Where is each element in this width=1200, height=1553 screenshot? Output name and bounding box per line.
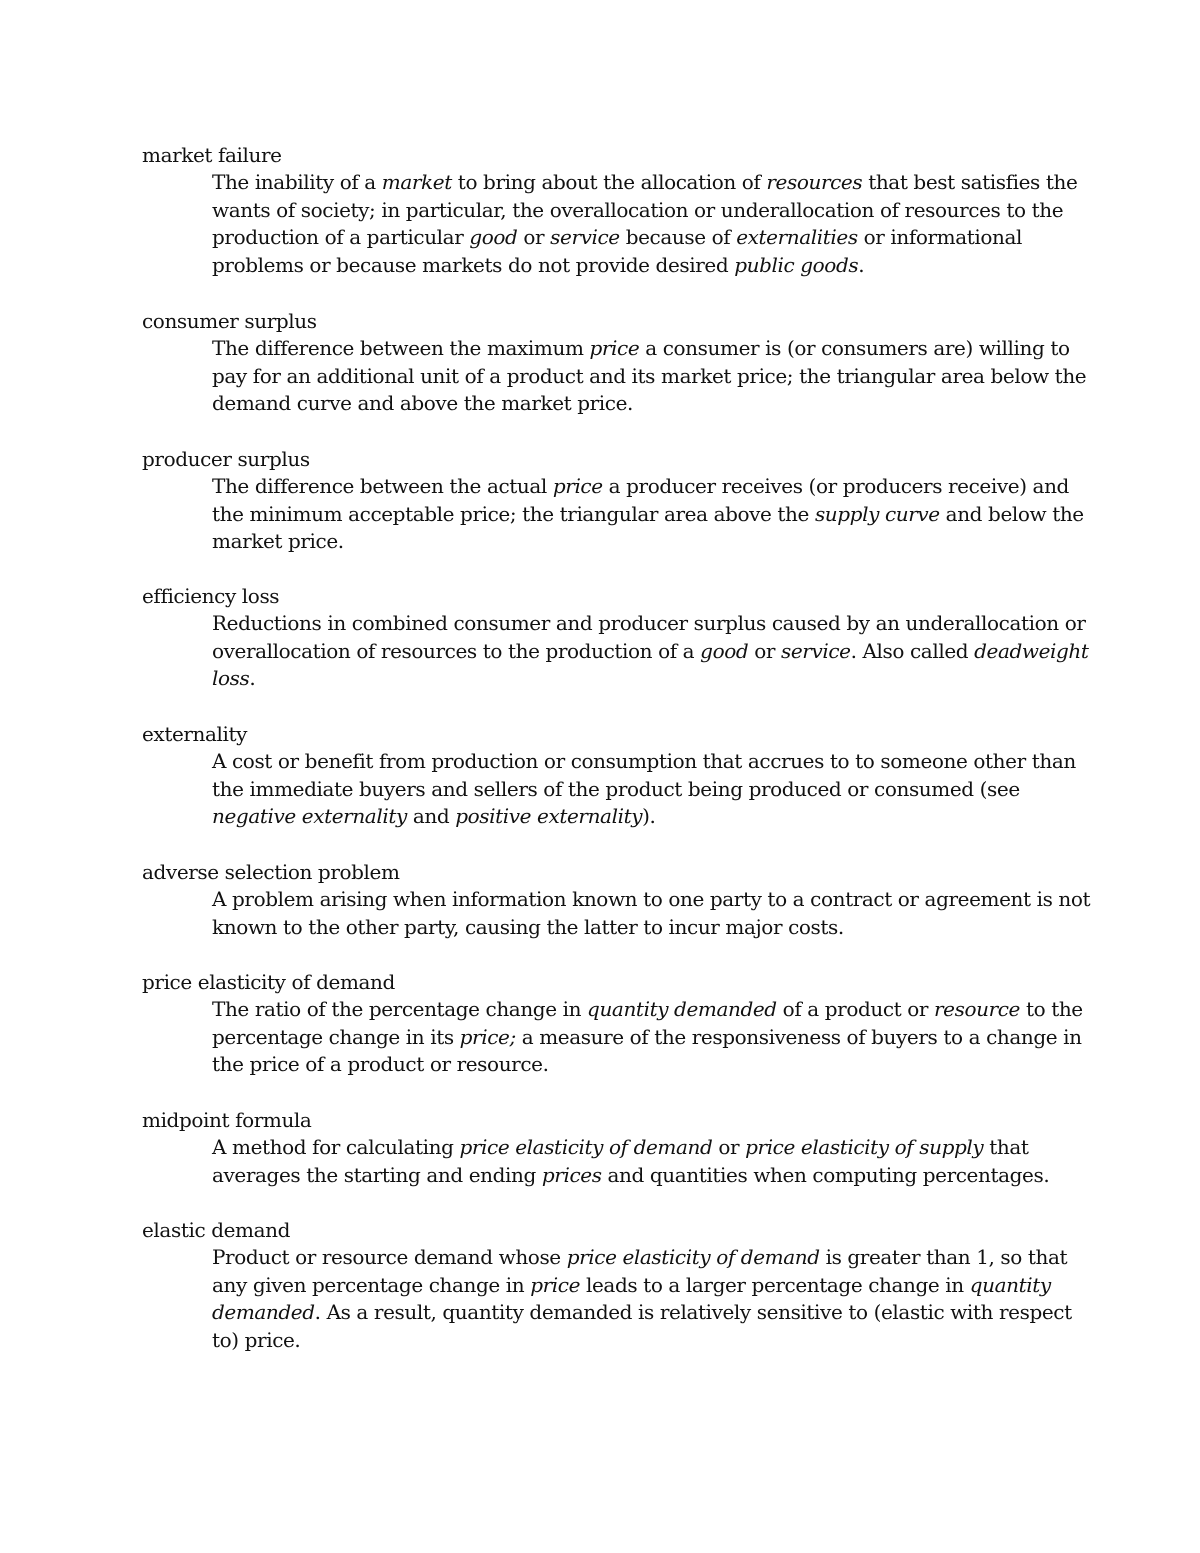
definition-text: A method for calculating [212, 1135, 460, 1159]
definition-text: The inability of a [212, 170, 382, 194]
italic-term-reference: price elasticity of demand [566, 1245, 820, 1269]
italic-term-reference: price [552, 474, 603, 498]
definition-text: leads to a larger percentage change in [580, 1272, 970, 1297]
definition-text: a consumer is (or consumers are) willing to pay for an additional unit of a product and its market price; the triangular area below the demand curve and above the market price. [212, 336, 1087, 415]
glossary-definition [212, 610, 1092, 693]
glossary-entry [142, 307, 1142, 418]
glossary-entry [142, 141, 1142, 279]
definition-text: The ratio of the percentage change in [212, 997, 588, 1021]
glossary-entry [142, 1216, 1142, 1354]
italic-term-reference: prices [541, 1162, 602, 1187]
definition-text: The difference between the maximum [212, 336, 590, 360]
glossary-definition [212, 169, 1092, 279]
definition-text: . [249, 666, 256, 690]
definition-text: A problem arising when information known to one party to a contract or agreement is not known to the other party, causing the latter to incur major costs. [212, 887, 1091, 939]
italic-term-reference: positive externality [455, 804, 643, 828]
glossary-definition [212, 748, 1092, 831]
definition-text: or [748, 638, 781, 663]
definition-text: a producer receives (or producers receive) and the minimum acceptable price; the triangular area above the [212, 474, 1069, 526]
glossary-term: adverse selection problem [142, 860, 400, 884]
italic-term-reference: quantity demanded [587, 997, 777, 1021]
definition-text: a measure of the responsiveness of buyers to a change in the price of a product or resource. [212, 1024, 1082, 1076]
definition-text: or informational problems or because markets do not provide desired [212, 225, 1023, 277]
glossary-definition [212, 996, 1092, 1079]
definition-text: and [406, 804, 456, 828]
glossary-term: market failure [142, 143, 282, 167]
italic-term-reference: price [530, 1272, 581, 1297]
definition-text: that best satisfies the wants of society; in particular, the overallocation or underallocation of resources to the production of a particular [212, 170, 1078, 249]
glossary-entry [142, 968, 1142, 1079]
glossary-definition [212, 473, 1092, 556]
definition-text: Product or resource demand whose [212, 1245, 567, 1269]
glossary-entry [142, 582, 1142, 693]
italic-term-reference: price; [459, 1024, 516, 1049]
italic-term-reference: public goods [734, 252, 859, 277]
italic-term-reference: externalities [736, 225, 858, 249]
italic-term-reference: price elasticity of demand [459, 1135, 713, 1159]
glossary-entry [142, 720, 1142, 831]
glossary-entry [142, 445, 1142, 556]
definition-text: because of [619, 225, 737, 249]
glossary-entry [142, 858, 1142, 941]
italic-term-reference: market [381, 170, 452, 194]
definition-text: The difference between the actual [212, 474, 553, 498]
definition-text: . As a result, quantity demanded is relatively sensitive to (elastic with respect to) price. [212, 1300, 1072, 1352]
italic-term-reference: negative externality [212, 804, 407, 828]
glossary-term: producer surplus [142, 447, 310, 471]
definition-text: A cost or benefit from production or consumption that accrues to to someone other than the immediate buyers and sellers of the product being produced or consumed (see [212, 749, 1076, 801]
definition-text: and quantities when computing percentages. [601, 1162, 1050, 1187]
italic-term-reference: resource [934, 997, 1020, 1021]
italic-term-reference: deadweight loss [212, 638, 1089, 690]
definition-text: Reductions in combined consumer and producer surplus caused by an underallocation or overallocation of resources to the production of a [212, 611, 1086, 663]
italic-term-reference: service [780, 638, 851, 663]
glossary-term: consumer surplus [142, 309, 317, 333]
definition-text: that averages the starting and ending [212, 1135, 1029, 1187]
glossary-term: midpoint formula [142, 1108, 312, 1132]
definition-text: ). [642, 804, 656, 828]
italic-term-reference: resources [766, 170, 863, 194]
italic-term-reference: price [589, 336, 640, 360]
glossary-definition [212, 335, 1092, 418]
definition-text: or [517, 225, 551, 249]
definition-text: is greater than 1, so that any given percentage change in [212, 1245, 1068, 1297]
definition-text: to bring about the allocation of [451, 170, 767, 194]
glossary-definition [212, 1134, 1092, 1189]
italic-term-reference: good [700, 638, 749, 663]
definition-text: to the percentage change in its [212, 997, 1083, 1049]
italic-term-reference: supply curve [814, 501, 940, 526]
definition-text: . [858, 252, 865, 277]
glossary-definition [212, 886, 1092, 941]
glossary-entry [142, 1106, 1142, 1189]
italic-term-reference: price elasticity of supply [745, 1135, 984, 1159]
italic-term-reference: service [550, 225, 620, 249]
definition-text: . Also called [850, 638, 975, 663]
glossary-term: elastic demand [142, 1218, 291, 1242]
glossary-definition [212, 1244, 1092, 1354]
definition-text: and below the market price. [212, 501, 1084, 553]
italic-term-reference: good [469, 225, 518, 249]
glossary-term: price elasticity of demand [142, 970, 395, 994]
italic-term-reference: quantity demanded [212, 1272, 1051, 1324]
definition-text: of a product or [776, 997, 935, 1021]
glossary-term: externality [142, 722, 248, 746]
definition-text: or [712, 1135, 746, 1159]
glossary-term: efficiency loss [142, 584, 280, 608]
